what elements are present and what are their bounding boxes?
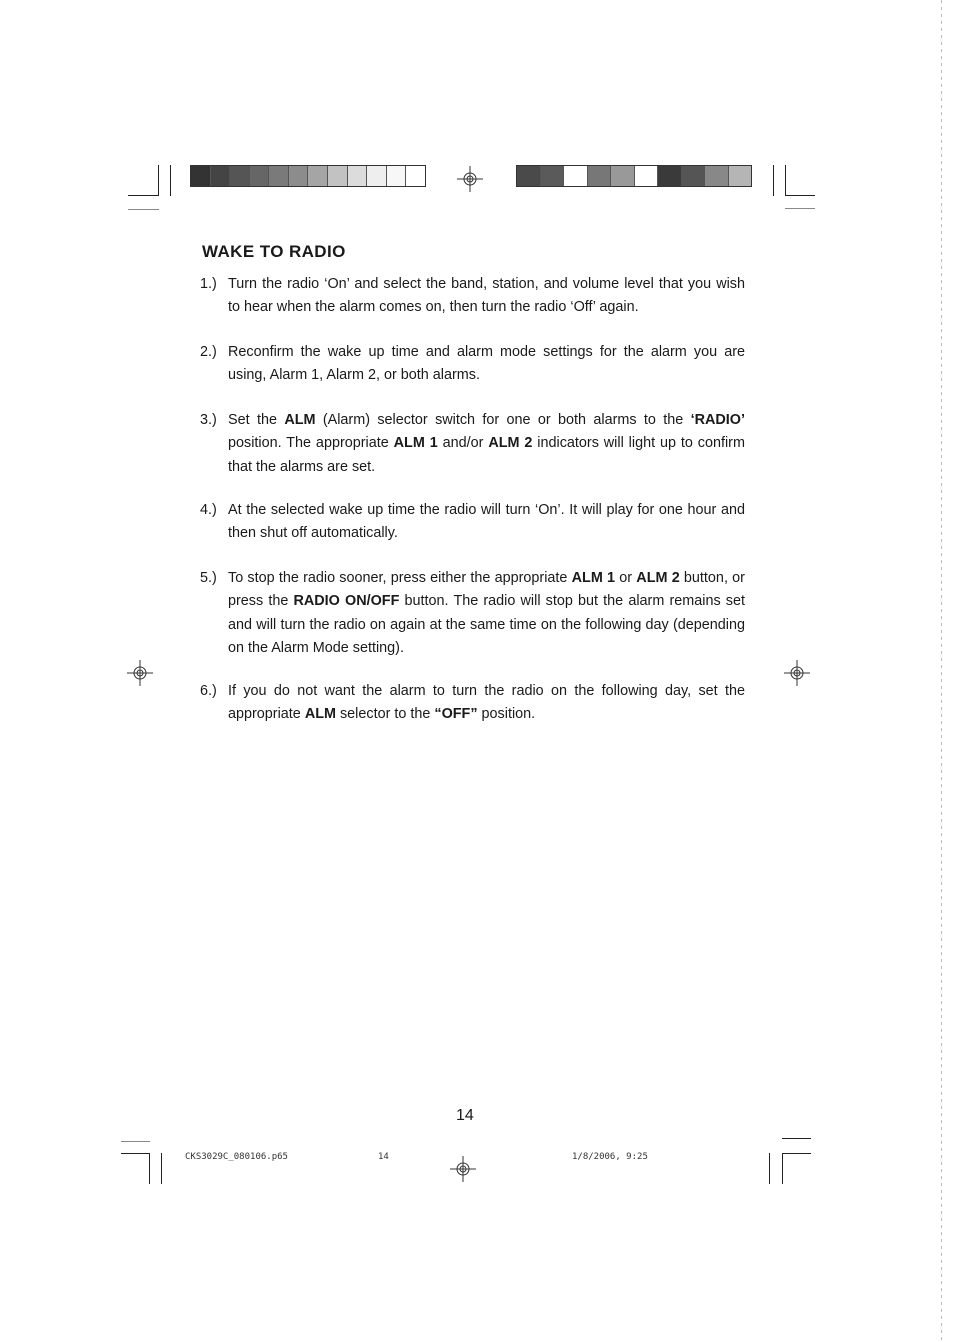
color-bar-left bbox=[190, 165, 426, 187]
text-run: selector to the bbox=[335, 706, 435, 723]
instruction-item-5 bbox=[200, 567, 745, 660]
text-run: Turn the radio ‘On’ and select the band, station, and volume level that you wish to hear when the alarm comes on, then turn the radio ‘Off’ again. bbox=[228, 276, 745, 316]
registration-mark-bottom bbox=[450, 1156, 476, 1182]
item-text bbox=[228, 341, 745, 388]
item-text bbox=[228, 499, 745, 546]
footer-page: 14 bbox=[378, 1152, 389, 1162]
bold-term: ALM bbox=[304, 706, 336, 723]
bold-term: RADIO ON/OFF bbox=[293, 593, 400, 610]
bold-term: “OFF” bbox=[434, 706, 478, 723]
text-run: If you do not want the alarm to turn the radio on the following day, set the appropriate bbox=[228, 683, 745, 723]
section-heading: WAKE TO RADIO bbox=[202, 242, 346, 261]
item-number: 6.) bbox=[200, 683, 217, 699]
text-run: Set the bbox=[228, 412, 285, 428]
item-text bbox=[228, 680, 745, 727]
scan-edge-line bbox=[941, 0, 942, 1342]
text-run: position. bbox=[477, 706, 536, 723]
instruction-item-3 bbox=[200, 409, 745, 479]
registration-mark-top bbox=[457, 166, 483, 192]
registration-mark-left bbox=[127, 660, 153, 686]
text-run: position. The appropriate bbox=[228, 435, 394, 452]
color-bar-right bbox=[516, 165, 752, 187]
text-run: At the selected wake up time the radio will turn ‘On’. It will play for one hour and then shut off automatically. bbox=[228, 502, 745, 542]
text-run: indicators will light up to confirm that the alarms are set. bbox=[228, 435, 745, 475]
text-run: or bbox=[615, 570, 637, 586]
item-text bbox=[228, 567, 745, 660]
page-number: 14 bbox=[456, 1107, 474, 1124]
text-run: and/or bbox=[437, 435, 489, 452]
bold-term: ALM 2 bbox=[488, 435, 533, 452]
footer-datetime: 1/8/2006, 9:25 bbox=[572, 1152, 648, 1162]
instruction-item-4 bbox=[200, 499, 745, 546]
instruction-item-1 bbox=[200, 273, 745, 320]
bold-term: ALM 2 bbox=[636, 570, 680, 586]
item-text bbox=[228, 273, 745, 320]
item-number: 3.) bbox=[200, 412, 217, 428]
text-run: (Alarm) selector switch for one or both alarms to the bbox=[315, 412, 691, 428]
text-run: To stop the radio sooner, press either the appropriate bbox=[228, 570, 572, 586]
item-number: 5.) bbox=[200, 570, 217, 586]
bold-term: ‘RADIO’ bbox=[690, 412, 745, 428]
text-run: Reconfirm the wake up time and alarm mode settings for the alarm you are using, Alarm 1, Alarm 2, or both alarms. bbox=[228, 344, 745, 384]
footer-filename: CKS3029C_080106.p65 bbox=[185, 1152, 288, 1162]
bold-term: ALM bbox=[284, 412, 316, 428]
registration-mark-right bbox=[784, 660, 810, 686]
bold-term: ALM 1 bbox=[393, 435, 438, 452]
bold-term: ALM 1 bbox=[571, 570, 616, 586]
item-number: 2.) bbox=[200, 344, 217, 360]
instruction-item-2 bbox=[200, 341, 745, 388]
item-number: 4.) bbox=[200, 502, 217, 518]
text-run: button, or press the bbox=[228, 570, 745, 610]
item-text bbox=[228, 409, 745, 479]
instruction-item-6 bbox=[200, 680, 745, 727]
item-number: 1.) bbox=[200, 276, 217, 292]
text-run: button. The radio will stop but the alarm remains set and will turn the radio on again at the same time on the following day (depending on the Alarm Mode setting). bbox=[228, 593, 745, 656]
